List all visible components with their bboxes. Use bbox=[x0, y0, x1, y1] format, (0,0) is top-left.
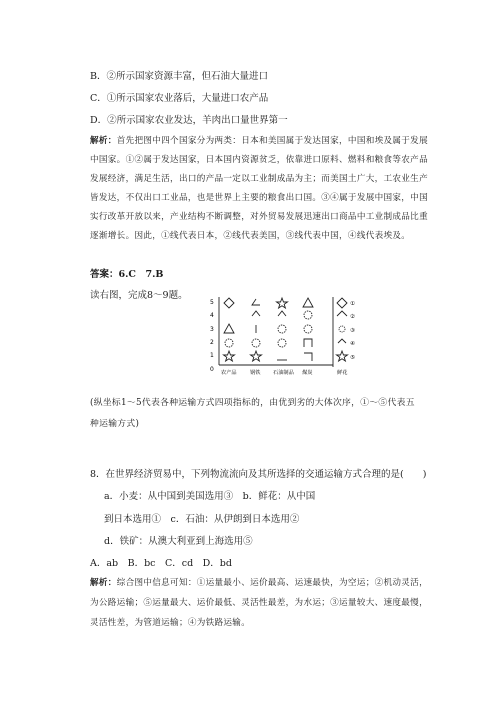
star-icon bbox=[251, 351, 262, 361]
option-d: D．②所示国家农业发达，羊肉出口量世界第一 bbox=[90, 115, 288, 126]
diagram-caption: (纵坐标1～5代表各种运输方式四项指标的，由优到劣的大体次序，①～⑤代表五种运输方式) bbox=[90, 398, 415, 429]
q8-line-b: 到日本选用① c．石油：从伊朗到日本选用② bbox=[104, 514, 300, 525]
analysis-2 bbox=[90, 573, 430, 633]
diamond-icon bbox=[337, 298, 347, 308]
answer-text: 6.C 7.B bbox=[118, 269, 164, 280]
answer-label: 答案： bbox=[90, 269, 119, 280]
caret-icon bbox=[337, 311, 347, 316]
dotted-circle-icon bbox=[304, 311, 312, 319]
analysis-text: 首先把图中四个国家分为两类：日本和美国属于发达国家，中国和埃及属于发展中国家。①②属于发达国家，日本国内资源贫乏，依靠进口原料、燃料和粮食等农产品发展经济，满足生活，出口的产品一定以工业制成品为主；而美国土广大，工农业生产皆发达，不仅出口工业品，也是世界上主要的粮食出口国。③④属于发展中国家，中国实行改革开放以来，产业结构不断调整，对外贸易发展迅速出口商品中工业制成品比重逐渐增长。因此，①线代表日本，②线代表美国，③线代表中国，④线代表埃及。 bbox=[90, 136, 428, 241]
dotted-circle-icon bbox=[252, 339, 260, 347]
y-tick: 4 bbox=[210, 312, 214, 319]
question-8: 8．在世界经济贸易中，下列物流流向及其所选择的交通运输方式合理的是( ) bbox=[90, 469, 427, 480]
bracket-icon bbox=[304, 339, 312, 347]
y-tick: 3 bbox=[210, 326, 214, 333]
angle-icon bbox=[252, 299, 260, 305]
question-intro: 读右图，完成8～9题。 bbox=[90, 290, 188, 301]
answer-1 bbox=[90, 268, 163, 282]
triangle-icon bbox=[224, 324, 234, 333]
legend-label: ② bbox=[350, 314, 355, 320]
dotted-circle-icon bbox=[225, 339, 233, 347]
q8-line-d: d．铁矿：从澳大利亚到上海选用⑤ bbox=[104, 536, 253, 547]
legend-label: ③ bbox=[350, 328, 355, 334]
star-icon bbox=[337, 351, 348, 361]
analysis-label: 解析： bbox=[90, 578, 117, 588]
legend-label: ① bbox=[350, 301, 355, 307]
star-icon bbox=[224, 351, 235, 361]
star-icon bbox=[277, 298, 288, 308]
q8-options: A．ab B．bc C．cd D．bd bbox=[90, 558, 232, 569]
analysis-1 bbox=[90, 132, 430, 246]
x-label: 钢铁 bbox=[250, 370, 261, 376]
option-c: C．①所示国家农业落后，大量进口农产品 bbox=[90, 93, 269, 104]
x-label: 石油制品 bbox=[273, 370, 294, 376]
x-label: 农产品 bbox=[221, 370, 237, 376]
caret-icon bbox=[278, 311, 286, 316]
y-tick: 1 bbox=[210, 352, 214, 359]
y-tick: 5 bbox=[210, 299, 214, 306]
triangle-icon bbox=[303, 298, 313, 307]
caret-icon bbox=[252, 311, 260, 316]
y-tick: 2 bbox=[210, 339, 214, 346]
diamond-icon bbox=[224, 298, 234, 308]
transport-ranking-diagram bbox=[205, 295, 365, 377]
legend-label: ⑤ bbox=[350, 355, 355, 361]
y-tick: 0 bbox=[210, 366, 214, 373]
x-label: 煤炭 bbox=[302, 370, 313, 376]
x-label: 鲜花 bbox=[337, 370, 348, 376]
caret-icon bbox=[338, 339, 346, 343]
dotted-circle-icon bbox=[339, 326, 345, 332]
dotted-circle-icon bbox=[278, 325, 286, 333]
dotted-circle-icon bbox=[304, 325, 312, 333]
analysis-text: 综合图中信息可知：①运量最小、运价最高、运速最快，为空运；②机动灵活，为公路运输；⑤运量最大、运价最低、灵活性最差，为水运；③运量较大、速度最慢，灵活性差，为管道运输；④为铁路运输。 bbox=[90, 578, 428, 628]
corner-icon bbox=[304, 353, 312, 361]
dotted-circle-icon bbox=[278, 339, 286, 347]
option-b: B．②所示国家资源丰富，但石油大量进口 bbox=[90, 71, 268, 82]
q8-line-a: a．小麦：从中国到美国选用③ b．鲜花：从中国 bbox=[104, 491, 316, 502]
legend-label: ④ bbox=[350, 341, 355, 347]
analysis-label: 解析： bbox=[90, 136, 117, 146]
